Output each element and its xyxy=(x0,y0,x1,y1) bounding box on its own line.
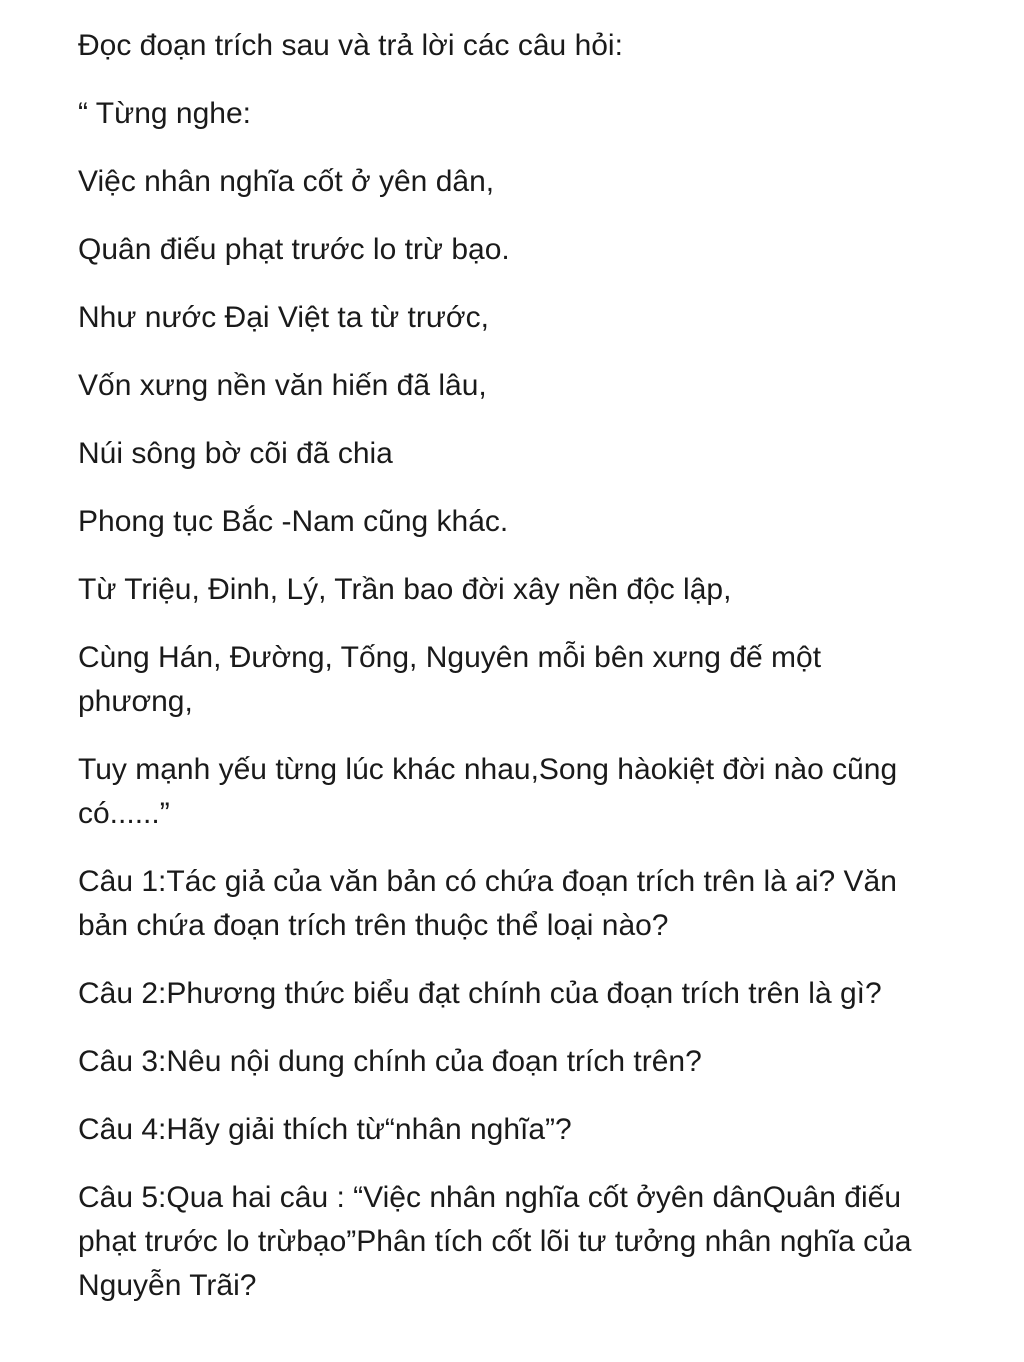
question-2: Câu 2:Phương thức biểu đạt chính của đoạn trích trên là gì? xyxy=(78,977,882,1010)
excerpt-line-5: Vốn xưng nền văn hiến đã lâu, xyxy=(78,369,487,402)
excerpt-line-10: Tuy mạnh yếu từng lúc khác nhau,Song hàokiệt đời nào cũng có......” xyxy=(78,753,898,830)
document-body xyxy=(78,24,928,1332)
excerpt-line-1: “ Từng nghe: xyxy=(78,97,251,130)
excerpt-line-6: Núi sông bờ cõi đã chia xyxy=(78,437,393,470)
question-5: Câu 5:Qua hai câu : “Việc nhân nghĩa cốt ởyên dânQuân điếu phạt trước lo trừbạo”Phân tích cốt lõi tư tưởng nhân nghĩa của Nguyễn Trãi? xyxy=(78,1181,912,1302)
excerpt-line-8: Từ Triệu, Đinh, Lý, Trần bao đời xây nền độc lập, xyxy=(78,573,732,606)
excerpt-line-2: Việc nhân nghĩa cốt ở yên dân, xyxy=(78,165,495,198)
instruction-text: Đọc đoạn trích sau và trả lời các câu hỏi: xyxy=(78,29,623,62)
excerpt-line-9: Cùng Hán, Đường, Tống, Nguyên mỗi bên xưng đế một phương, xyxy=(78,641,822,718)
question-3: Câu 3:Nêu nội dung chính của đoạn trích trên? xyxy=(78,1045,702,1078)
excerpt-line-3: Quân điếu phạt trước lo trừ bạo. xyxy=(78,233,510,266)
question-1: Câu 1:Tác giả của văn bản có chứa đoạn trích trên là ai? Văn bản chứa đoạn trích trên thuộc thể loại nào? xyxy=(78,865,897,942)
question-4: Câu 4:Hãy giải thích từ“nhân nghĩa”? xyxy=(78,1113,572,1146)
excerpt-line-4: Như nước Đại Việt ta từ trước, xyxy=(78,301,489,334)
excerpt-line-7: Phong tục Bắc -Nam cũng khác. xyxy=(78,505,509,538)
